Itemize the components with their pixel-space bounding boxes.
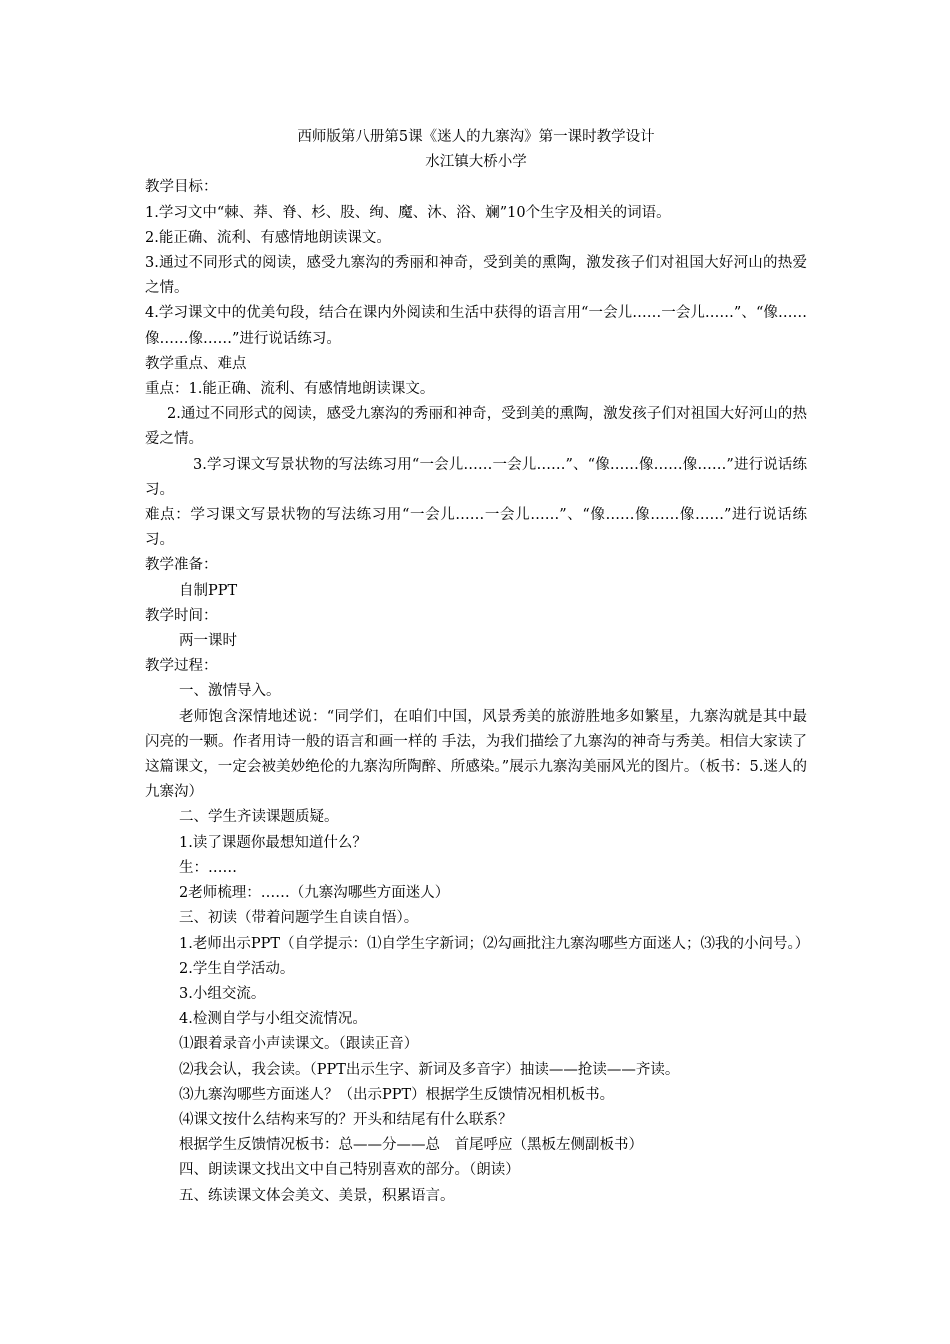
process-step: ⑶九寨沟哪些方面迷人？（出示PPT）根据学生反馈情况相机板书。 — [179, 1086, 615, 1103]
process-step: 四、朗读课文找出文中自己特别喜欢的部分。（朗读） — [179, 1162, 520, 1179]
key-point: 3.学习课文写景状物的写法练习用“一会儿……一会儿……”、“像……像……像……”进行说话练习。 — [145, 456, 807, 498]
process-step: 一、激情导入。 — [179, 683, 281, 700]
prep-heading: 教学准备： — [145, 557, 218, 574]
process-step: 生：…… — [179, 859, 237, 876]
document-title: 西师版第八册第5课《迷人的九寨沟》第一课时教学设计 — [297, 129, 655, 145]
process-step: 1.读了课题你最想知道什么？ — [179, 834, 367, 851]
document-page — [145, 125, 810, 1209]
difficulty-point: 难点：学习课文写景状物的写法练习用“一会儿……一会儿……”、“像……像……像……”进行说话练习。 — [145, 507, 807, 549]
process-step: 老师饱含深情地述说：“同学们，在咱们中国，风景秀美的旅游胜地多如繁星，九寨沟就是其中最闪亮的一颗。作者用诗一般的语言和画一样的 手法，为我们描绘了九寨沟的神奇与秀美。相信大家读了这篇课文，一定会被美妙绝伦的九寨沟所陶醉、所感染。”展示九寨沟美丽风光的图片。（板书：5.迷人的九寨沟） — [145, 708, 807, 801]
process-step: ⑷课文按什么结构来写的？开头和结尾有什么联系？ — [179, 1111, 513, 1128]
process-step: 3.小组交流。 — [179, 985, 266, 1002]
goal-item: 1.学习文中“棘、莽、脊、杉、股、绚、魔、沐、浴、斓”10个生字及相关的词语。 — [145, 204, 671, 221]
process-step: 1.老师出示PPT（自学提示：⑴自学生字新词；⑵勾画批注九寨沟哪些方面迷人；⑶我的小问号。） — [179, 935, 810, 952]
process-step: 五、练读课文体会美文、美景，积累语言。 — [179, 1187, 455, 1204]
key-point: 重点：1.能正确、流利、有感情地朗读课文。 — [145, 381, 435, 398]
process-step: 4.检测自学与小组交流情况。 — [179, 1011, 367, 1028]
process-step: ⑵我会认，我会读。（PPT出示生字、新词及多音字）抽读——抢读——齐读。 — [179, 1061, 680, 1078]
school-name: 水江镇大桥小学 — [425, 154, 527, 171]
key-point: 2.通过不同形式的阅读，感受九寨沟的秀丽和神奇，受到美的熏陶，激发孩子们对祖国大好河山的热爱之情。 — [145, 406, 807, 448]
prep-text: 自制PPT — [179, 582, 238, 599]
goal-item: 4.学习课文中的优美句段，结合在课内外阅读和生活中获得的语言用“一会儿……一会儿……”、“像……像……像……”进行说话练习。 — [145, 305, 807, 347]
key-heading: 教学重点、难点 — [145, 355, 247, 372]
process-heading: 教学过程： — [145, 658, 218, 675]
process-step: 2老师梳理：……（九寨沟哪些方面迷人） — [179, 885, 450, 902]
process-step: ⑴跟着录音小声读课文。（跟读正音） — [179, 1036, 419, 1053]
process-step: 三、初读（带着问题学生自读自悟）。 — [179, 910, 419, 927]
process-step: 根据学生反馈情况板书：总——分——总 首尾呼应（黑板左侧副板书） — [179, 1137, 643, 1154]
goal-item: 2.能正确、流利、有感情地朗读课文。 — [145, 229, 391, 246]
time-heading: 教学时间： — [145, 607, 218, 624]
process-step: 2.学生自学活动。 — [179, 960, 295, 977]
goals-heading: 教学目标： — [145, 179, 218, 196]
process-step: 二、学生齐读课题质疑。 — [179, 809, 339, 826]
goal-item: 3.通过不同形式的阅读，感受九寨沟的秀丽和神奇，受到美的熏陶，激发孩子们对祖国大好河山的热爱之情。 — [145, 255, 807, 297]
time-text: 两一课时 — [179, 633, 237, 650]
